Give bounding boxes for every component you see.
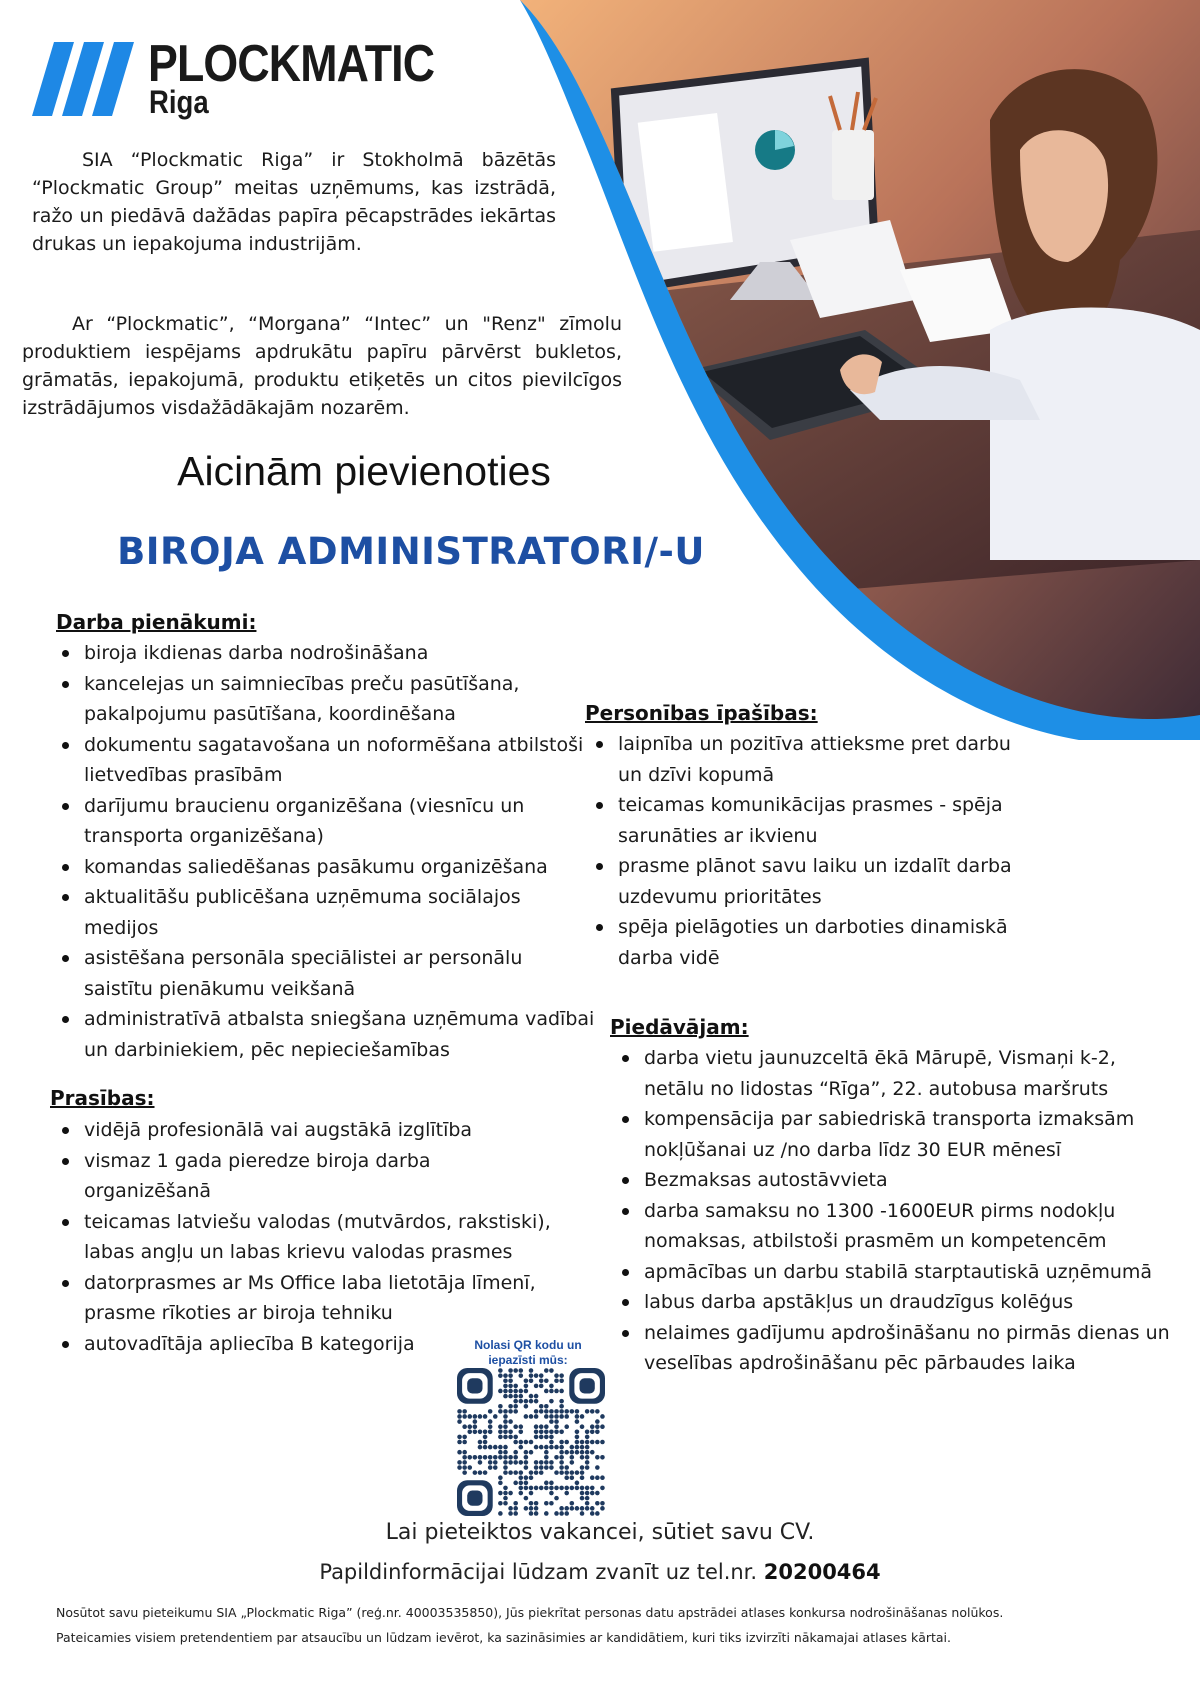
requirements-heading: Prasības: xyxy=(50,1086,155,1110)
qr-caption: Nolasi QR kodu un iepazīsti mūs: xyxy=(474,1338,582,1367)
list-item: autovadītāja apliecība B kategorija xyxy=(56,1329,596,1360)
list-item: biroja ikdienas darba nodrošināšana xyxy=(56,638,596,669)
list-item: Bezmaksas autostāvvieta xyxy=(616,1165,1171,1196)
intro-paragraph-2: Ar “Plockmatic”, “Morgana” “Intec” un "Renz" zīmolu produktiem iespējams apdrukātu papīru pārvērst bukletos, grāmatās, iepakojumā, produktu etiķetēs un citos pievilcīgos izstrādājumos visdažādākajām nozarēm. xyxy=(22,313,622,419)
list-item: prasme plānot savu laiku un izdalīt darba uzdevumu prioritātes xyxy=(590,851,1020,912)
list-item: apmācības un darbu stabilā starptautiskā uzņēmumā xyxy=(616,1257,1171,1288)
list-item: kompensācija par sabiedriskā transporta izmaksām nokļūšanai uz /no darba līdz 30 EUR mēnesī xyxy=(616,1104,1171,1165)
list-item: teicamas komunikācijas prasmes - spēja sarunāties ar ikvienu xyxy=(590,790,1020,851)
qr-code-icon[interactable] xyxy=(457,1368,605,1516)
list-item: darba vietu jaunuzceltā ēkā Mārupē, Vismaņi k-2, netālu no lidostas “Rīga”, 22. autobusa maršruts xyxy=(616,1043,1171,1104)
duties-list xyxy=(56,638,596,1065)
list-item: dokumentu sagatavošana un noformēšana atbilstoši lietvedības prasībām xyxy=(56,730,596,791)
list-item: komandas saliedēšanas pasākumu organizēšana xyxy=(56,852,596,883)
requirements-list xyxy=(56,1115,596,1359)
list-item: nelaimes gadījumu apdrošināšanu no pirmās dienas un veselības apdrošināšanu pēc pārbaudes laika xyxy=(616,1318,1171,1379)
list-item: darījumu braucienu organizēšana (viesnīcu un transporta organizēšana) xyxy=(56,791,596,852)
list-item: labus darba apstākļus un draudzīgus kolēģus xyxy=(616,1287,1171,1318)
list-item: laipnība un pozitīva attieksme pret darbu un dzīvi kopumā xyxy=(590,729,1020,790)
apply-instruction: Lai pieteiktos vakancei, sūtiet savu CV. xyxy=(385,1520,815,1545)
list-item: kancelejas un saimniecības preču pasūtīšana, pakalpojumu pasūtīšana, koordinēšana xyxy=(56,669,596,730)
list-item: darba samaksu no 1300 -1600EUR pirms nodokļu nomaksas, atbilstoši prasmēm un kompetencēm xyxy=(616,1196,1171,1257)
list-item: teicamas latviešu valodas (mutvārdos, rakstiski), labas angļu un labas krievu valodas prasmes xyxy=(56,1207,596,1268)
intro-paragraph-1: SIA “Plockmatic Riga” ir Stokholmā bāzētās “Plockmatic Group” meitas uzņēmums, kas izstrādā, ražo un piedāvā dažādas papīra pēcapstrādes iekārtas drukas un iepakojuma industrijām. xyxy=(32,149,556,255)
logo-wordmark: PLOCKMATIC xyxy=(148,35,435,93)
invite-heading: Aicinām pievienoties xyxy=(177,448,551,494)
contact-line: Papildinformācijai lūdzam zvanīt uz tel.nr. 20200464 xyxy=(319,1560,881,1584)
phone-number[interactable]: 20200464 xyxy=(763,1560,881,1584)
duties-heading: Darba pienākumi: xyxy=(56,610,257,634)
list-item: vidējā profesionālā vai augstākā izglītība xyxy=(56,1115,596,1146)
logo-city: Riga xyxy=(149,84,209,120)
list-item: aktualitāšu publicēšana uzņēmuma sociālajos medijos xyxy=(56,882,596,943)
offer-heading: Piedāvājam: xyxy=(610,1015,749,1039)
selection-notice: Pateicamies visiem pretendentiem par atsaucību un lūdzam ievērot, ka sazināsimies ar kandidātiem, kuri tiks izvirzīti nākamajai atlases kārtai. xyxy=(56,1630,951,1645)
list-item: asistēšana personāla speciālistei ar personālu saistītu pienākumu veikšanā xyxy=(56,943,596,1004)
offer-list xyxy=(616,1043,1171,1379)
position-title: BIROJA ADMINISTRATORI/-U xyxy=(117,530,705,573)
personal-heading: Personības īpašības: xyxy=(585,701,818,725)
list-item: spēja pielāgoties un darboties dinamiskā darba vidē xyxy=(590,912,1020,973)
hero-illustration xyxy=(520,0,1200,740)
personal-list xyxy=(590,729,1020,973)
list-item: administratīvā atbalsta sniegšana uzņēmuma vadībai un darbiniekiem, pēc nepieciešamības xyxy=(56,1004,596,1065)
list-item: vismaz 1 gada pieredze biroja darba organizēšanā xyxy=(56,1146,464,1207)
company-logo xyxy=(32,35,435,120)
privacy-notice: Nosūtot savu pieteikumu SIA „Plockmatic Riga” (reģ.nr. 40003535850), Jūs piekrītat personas datu apstrādei atlases konkursa nodrošināšanas nolūkos. xyxy=(56,1605,1004,1620)
list-item: datorprasmes ar Ms Office laba lietotāja līmenī, prasme rīkoties ar biroja tehniku xyxy=(56,1268,596,1329)
logo-stripes-icon xyxy=(32,42,134,116)
